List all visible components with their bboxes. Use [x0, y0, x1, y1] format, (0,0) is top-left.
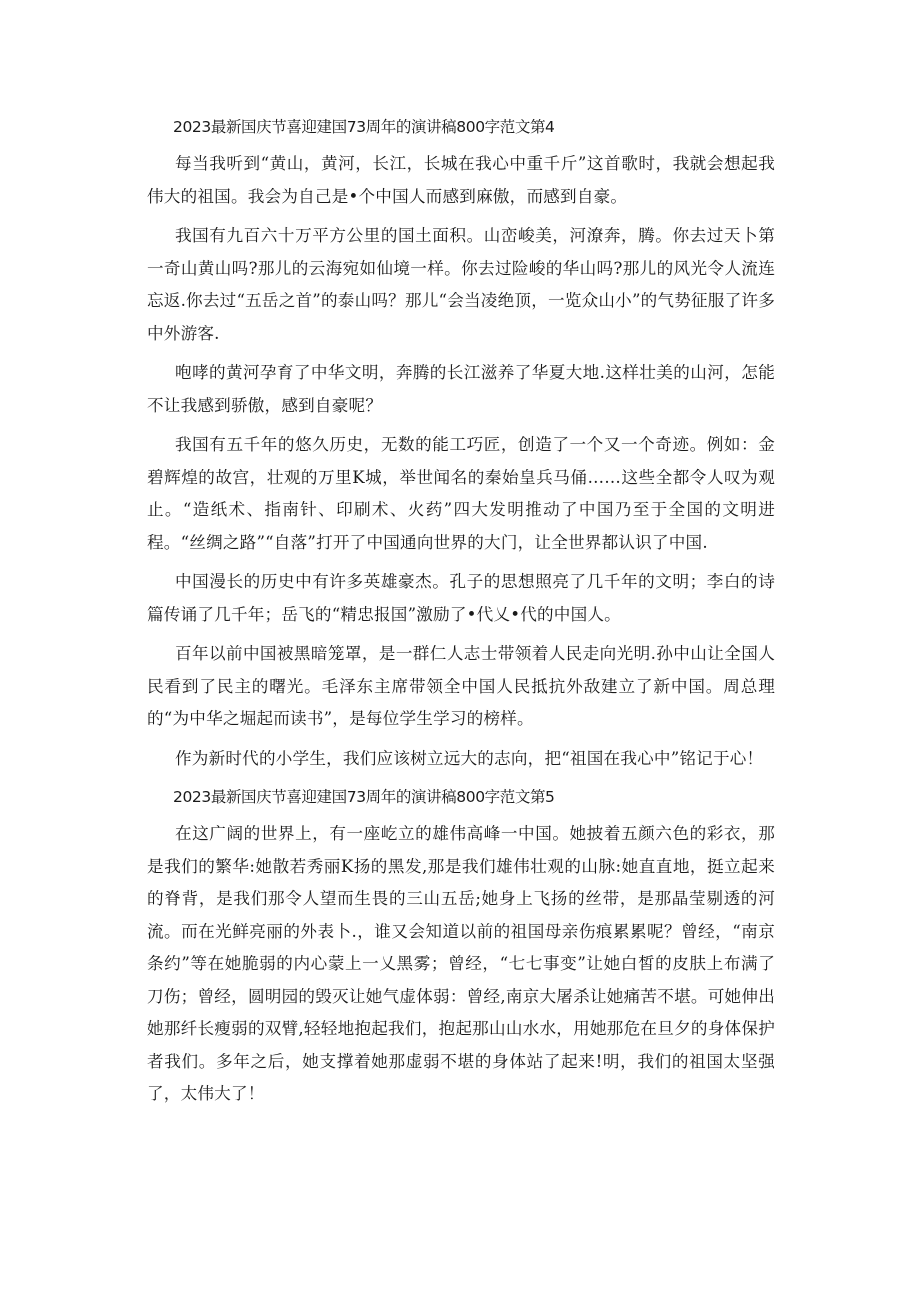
section-heading: 2023最新国庆节喜迎建国73周年的演讲稿800字范文第4: [173, 118, 555, 136]
paragraph: 我国有九百六十万平方公里的国土面积。山峦峻美，河潦奔，腾。你去过天卜第一奇山黄山吗?那儿的云海宛如仙境一样。你去过险峻的华山吗?那儿的风光令人流连忘返.你去过“五岳之首”的泰山吗？那儿“会当凌绝顶，一览众山小”的气势征服了许多中外游客.: [147, 226, 775, 343]
document-body: [147, 112, 775, 1118]
paragraph: 我国有五千年的悠久历史，无数的能工巧匠，创造了一个又一个奇迹。例如：金碧辉煌的故宫，壮观的万里K城，举世闻名的秦始皇兵马俑……这些全都令人叹为观止。“造纸术、指南针、印刷术、火药”四大发明推动了中国乃至于全国的文明进程。“丝绸之路”“自落”打开了中国通向世界的大门，让全世界都认识了中国.: [147, 435, 775, 552]
paragraph: 咆哮的黄河孕育了中华文明，奔腾的长江滋养了华夏大地.这样壮美的山河，怎能不让我感到骄傲，感到自豪呢？: [147, 363, 775, 415]
section-4: [147, 112, 775, 775]
paragraph: 百年以前中国被黑暗笼罩，是一群仁人志士带领着人民走向光明.孙中山让全国人民看到了民主的曙光。毛泽东主席带领全中国人民抵抗外敌建立了新中国。周总理的“为中华之堀起而读书”，是每位学生学习的榜样。: [147, 644, 775, 728]
paragraph: 中国漫长的历史中有许多英雄豪杰。孔子的思想照亮了几千年的文明；李白的诗篇传诵了几千年；岳飞的“精忠报国”激励了•代乂•代的中国人。: [147, 572, 775, 624]
section-heading: 2023最新国庆节喜迎建国73周年的演讲稿800字范文第5: [173, 788, 555, 806]
paragraph: 在这广阔的世界上，有一座屹立的雄伟高峰一中国。她披着五颜六色的彩衣，那是我们的繁华:她散若秀丽K扬的黑发,那是我们雄伟壮观的山脉:她直直地，挺立起来的脊背，是我们那令人望而生畏的三山五岳;她身上飞扬的丝带，是那晶莹剔透的河流。而在光鲜亮丽的外表卜.，谁又会知道以前的祖国母亲伤痕累累呢？曾经，“南京条约”等在她脆弱的内心蒙上一乂黑雾；曾经，“七七事变”让她白皙的皮肤上布满了刀伤；曾经，圆明园的毁灭让她气虚体弱：曾经,南京大屠杀让她痛苦不堪。可她伸出她那纤长瘦弱的双臂,轻轻地抱起我们，抱起那山山水水，用她那危在旦夕的身体保护者我们。多年之后，她支撑着她那虚弱不堪的身体站了起来!明，我们的祖国太坚强了，太伟大了！: [147, 824, 775, 1103]
section-5: [147, 782, 775, 1111]
paragraph: 每当我听到“黄山，黄河，长江，长城在我心中重千斤”这首歌时，我就会想起我伟大的祖国。我会为自己是•个中国人而感到麻傲，而感到自豪。: [147, 154, 775, 206]
paragraph: 作为新时代的小学生，我们应该树立远大的志向，把“祖国在我心中”铭记于心！: [175, 748, 764, 768]
